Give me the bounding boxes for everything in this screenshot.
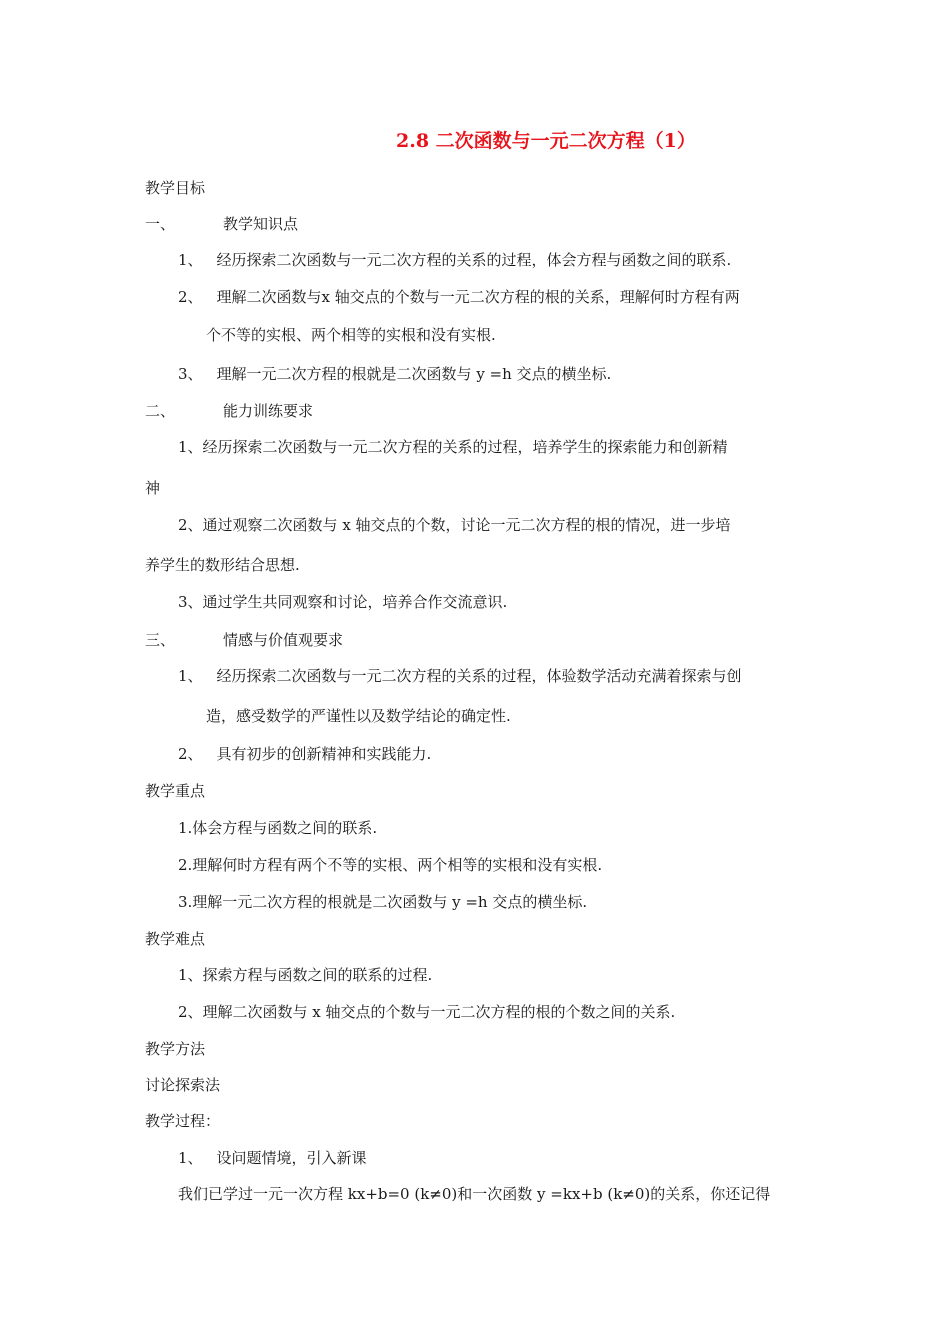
list-item: 1、探索方程与函数之间的联系的过程. [178,966,433,984]
list-text: 设问题情境，引入新课 [216,1149,367,1167]
list-item [178,666,742,686]
list-text-continuation: 造，感受数学的严谨性以及数学结论的确定性. [206,707,511,725]
paragraph-line: 讨论探索法 [145,1076,221,1094]
paragraph-line: 我们已学过一元一次方程 kx+b=0 (k≠0)和一次函数 y =kx+b (k≠0)的关系，你还记得 [178,1185,771,1203]
subsection-heading-1 [145,214,298,234]
subsection-number: 二、 [145,402,176,420]
paragraph-line: 3、通过学生共同观察和讨论，培养合作交流意识. [178,593,508,611]
page-title: 2.8 二次函数与一元二次方程（1） [396,130,696,152]
section-heading-key-points: 教学重点 [145,782,206,800]
list-text: 经历探索二次函数与一元二次方程的关系的过程，体验数学活动充满着探索与创 [216,667,742,685]
list-number: 1、 [178,251,203,269]
paragraph-line: 神 [145,479,161,497]
paragraph-line: 2、通过观察二次函数与 x 轴交点的个数，讨论一元二次方程的根的情况，进一步培 [178,516,731,534]
list-number: 1、 [178,1149,203,1167]
subsection-title: 能力训练要求 [223,402,314,420]
list-number: 2、 [178,745,203,763]
subsection-title: 教学知识点 [223,215,299,233]
list-item [178,1148,367,1168]
subsection-number: 一、 [145,215,176,233]
list-text: 理解一元二次方程的根就是二次函数与 y =h 交点的横坐标. [216,365,612,383]
list-text: 理解二次函数与x 轴交点的个数与一元二次方程的根的关系，理解何时方程有两 [216,288,740,306]
subsection-number: 三、 [145,631,176,649]
list-item: 1.体会方程与函数之间的联系. [178,819,378,837]
list-text: 经历探索二次函数与一元二次方程的关系的过程，体会方程与函数之间的联系. [216,251,732,269]
list-item [178,744,431,764]
section-heading-process: 教学过程： [145,1112,221,1130]
paragraph-line: 养学生的数形结合思想. [145,556,300,574]
section-heading-methods: 教学方法 [145,1040,206,1058]
subsection-heading-3 [145,630,343,650]
list-item: 3.理解一元二次方程的根就是二次函数与 y =h 交点的横坐标. [178,893,588,911]
section-heading-objectives: 教学目标 [145,179,206,197]
list-item [178,250,731,270]
section-heading-difficulties: 教学难点 [145,930,206,948]
paragraph-line: 1、经历探索二次函数与一元二次方程的关系的过程，培养学生的探索能力和创新精 [178,438,728,456]
list-text-continuation: 个不等的实根、两个相等的实根和没有实根. [206,326,496,344]
list-item: 2.理解何时方程有两个不等的实根、两个相等的实根和没有实根. [178,856,603,874]
subsection-heading-2 [145,401,313,421]
list-item: 2、理解二次函数与 x 轴交点的个数与一元二次方程的根的个数之间的关系. [178,1003,676,1021]
list-number: 2、 [178,288,203,306]
list-number: 3、 [178,365,203,383]
list-text: 具有初步的创新精神和实践能力. [216,745,432,763]
subsection-title: 情感与价值观要求 [223,631,344,649]
list-item [178,364,611,384]
list-item [178,287,740,307]
list-number: 1、 [178,667,203,685]
